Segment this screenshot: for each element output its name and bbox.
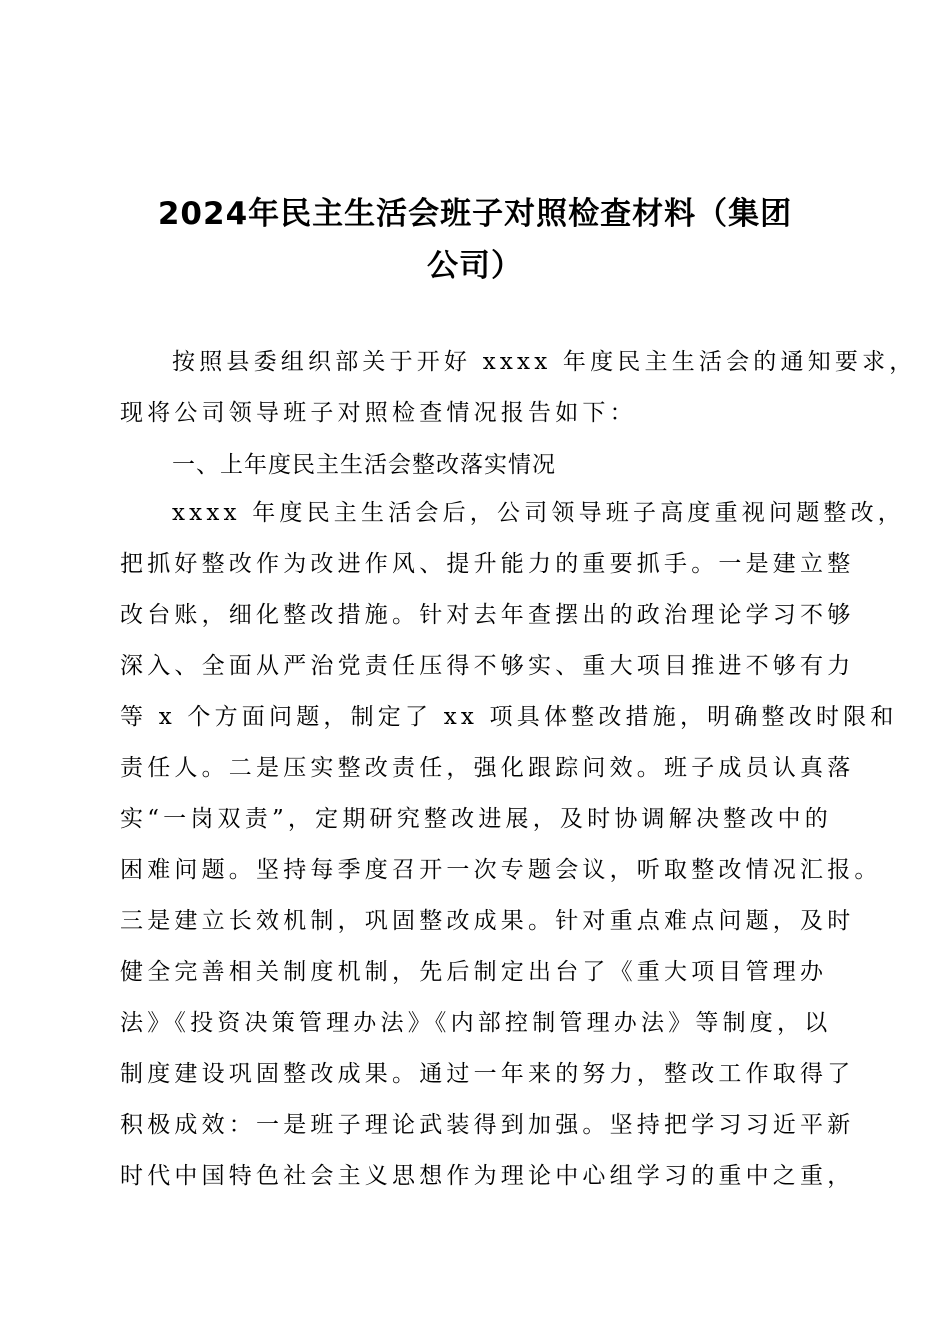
section-heading: 一、上年度民主生活会整改落实情况 bbox=[172, 452, 556, 478]
paragraph-line: 责任人。二是压实整改责任，强化跟踪问效。班子成员认真落 bbox=[120, 755, 855, 781]
paragraph-line: 等 x 个方面问题，制定了 xx 项具体整改措施，明确整改时限和 bbox=[120, 704, 898, 730]
paragraph-line: 制度建设巩固整改成果。通过一年来的努力，整改工作取得了 bbox=[120, 1061, 855, 1087]
paragraph-line: 积极成效：一是班子理论武装得到加强。坚持把学习习近平新 bbox=[120, 1112, 855, 1138]
paragraph-line: 时代中国特色社会主义思想作为理论中心组学习的重中之重， bbox=[120, 1163, 855, 1189]
intro-line: 现将公司领导班子对照检查情况报告如下： bbox=[120, 400, 637, 426]
paragraph-line: 深入、全面从严治党责任压得不够实、重大项目推进不够有力 bbox=[120, 653, 855, 679]
paragraph-line: 法》《投资决策管理办法》《内部控制管理办法》等制度，以 bbox=[120, 1010, 832, 1036]
document-title bbox=[110, 188, 840, 292]
paragraph-line: 三是建立长效机制，巩固整改成果。针对重点难点问题，及时 bbox=[120, 908, 855, 934]
paragraph-line: 困难问题。坚持每季度召开一次专题会议，听取整改情况汇报。 bbox=[120, 857, 882, 883]
intro-line: 按照县委组织部关于开好 xxxx 年度民主生活会的通知要求， bbox=[172, 349, 917, 375]
paragraph-line: 改台账，细化整改措施。针对去年查摆出的政治理论学习不够 bbox=[120, 602, 855, 628]
paragraph-line: xxxx 年度民主生活会后，公司领导班子高度重视问题整改， bbox=[172, 500, 905, 526]
title-line-2: 公司） bbox=[427, 248, 523, 284]
intro-paragraph bbox=[120, 337, 917, 439]
paragraph-line: 实“一岗双责”，定期研究整改进展，及时协调解决整改中的 bbox=[120, 806, 832, 832]
section-paragraph bbox=[120, 488, 905, 1202]
paragraph-line: 把抓好整改作为改进作风、提升能力的重要抓手。一是建立整 bbox=[120, 551, 855, 577]
paragraph-line: 健全完善相关制度机制，先后制定出台了《重大项目管理办 bbox=[120, 959, 828, 985]
title-line-1: 2024年民主生活会班子对照检查材料（集团 bbox=[157, 196, 793, 232]
